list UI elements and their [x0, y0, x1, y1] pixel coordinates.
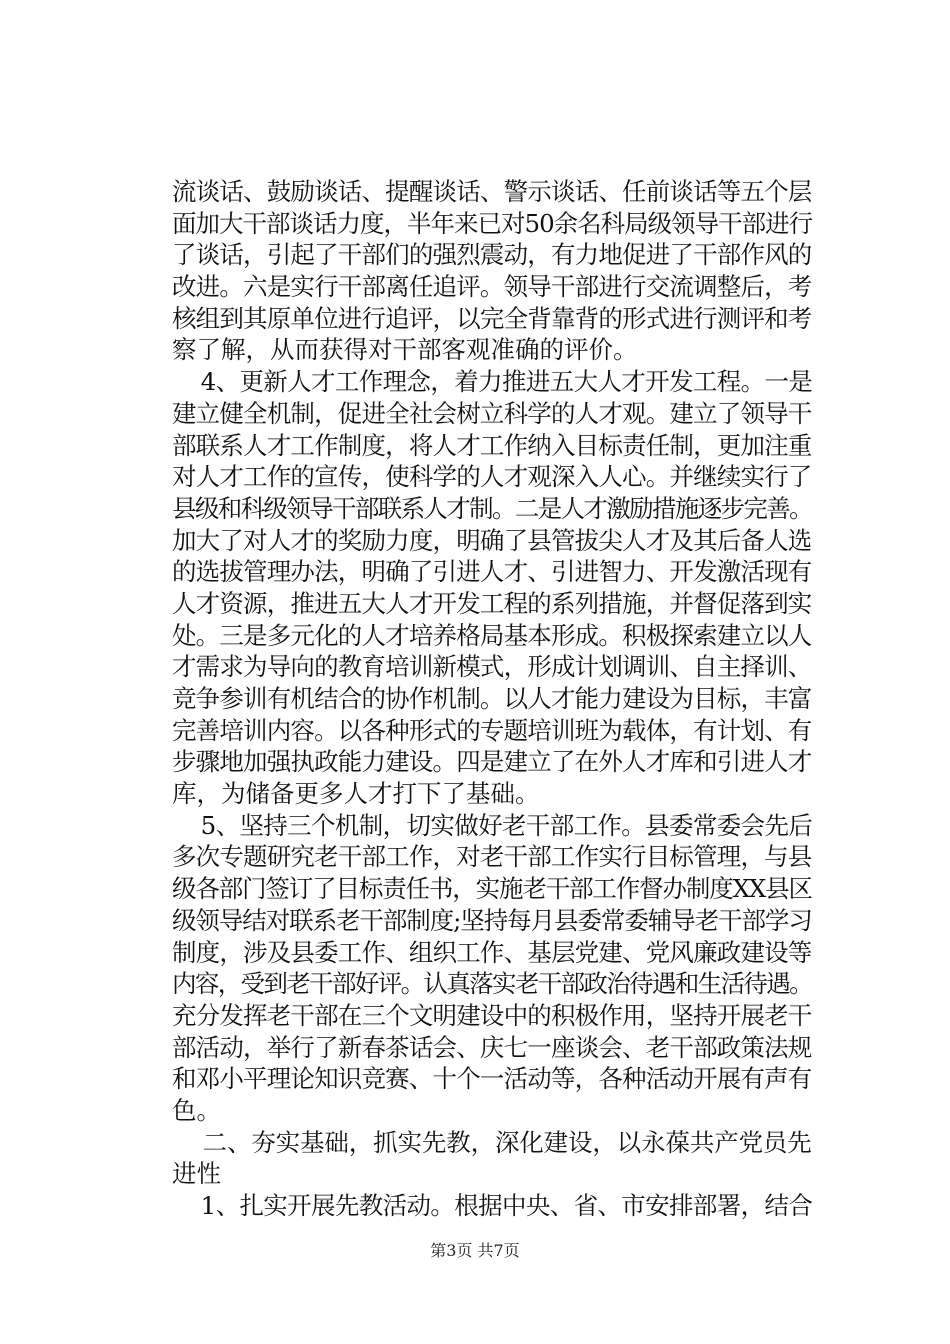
- text-line: 对人才工作的宣传，使科学的人才观深入人心。并继续实行了: [172, 462, 812, 492]
- text-line: 多次专题研究老干部工作，对老干部工作实行目标管理，与县: [172, 842, 812, 872]
- text-line: 县级和科级领导干部联系人才制。二是人才激励措施逐步完善。: [172, 493, 812, 523]
- text-line: 4、更新人才工作理念，着力推进五大人才开发工程。一是: [172, 367, 813, 397]
- text-line: 内容，受到老干部好评。认真落实老干部政治待遇和生活待遇。: [172, 969, 812, 999]
- text-line: 建立健全机制，促进全社会树立科学的人才观。建立了领导干: [172, 398, 812, 428]
- text-line: 才需求为导向的教育培训新模式，形成计划调训、自主择训、: [172, 652, 812, 682]
- text-line: 处。三是多元化的人才培养格局基本形成。积极探索建立以人: [172, 620, 812, 650]
- text-line: 5、坚持三个机制，切实做好老干部工作。县委常委会先后: [172, 810, 813, 840]
- text-line: 察了解，从而获得对干部客观准确的评价。: [172, 335, 638, 365]
- text-line: 部活动，举行了新春茶话会、庆七一座谈会、老干部政策法规: [172, 1032, 812, 1062]
- text-line: 1、扎实开展先教活动。根据中央、省、市安排部署，结合: [172, 1191, 813, 1220]
- text-line: 和邓小平理论知识竞赛、十个一活动等，各种活动开展有声有: [172, 1064, 812, 1094]
- text-line: 部联系人才工作制度，将人才工作纳入目标责任制，更加注重: [172, 430, 812, 460]
- text-line: 加大了对人才的奖励力度，明确了县管拔尖人才及其后备人选: [172, 525, 812, 555]
- text-line: 了谈话，引起了干部们的强烈震动，有力地促进了干部作风的: [172, 240, 812, 270]
- page-footer: 第3页 共7页: [430, 1241, 520, 1260]
- text-line: 面加大干部谈话力度，半年来已对50余名科局级领导干部进行: [172, 208, 813, 238]
- text-line: 人才资源，推进五大人才开发工程的系列措施，并督促落到实: [172, 588, 812, 618]
- text-line: 级各部门签订了目标责任书，实施老干部工作督办制度XX县区: [172, 874, 812, 904]
- text-line: 核组到其原单位进行追评，以完全背靠背的形式进行测评和考: [172, 303, 812, 333]
- text-line: 进性: [172, 1159, 221, 1189]
- text-line: 完善培训内容。以各种形式的专题培训班为载体，有计划、有: [172, 715, 812, 745]
- text-line: 充分发挥老干部在三个文明建设中的积极作用，坚持开展老干: [172, 1000, 812, 1030]
- text-line: 流谈话、鼓励谈话、提醒谈话、警示谈话、任前谈话等五个层: [172, 177, 812, 206]
- text-line: 库，为储备更多人才打下了基础。: [172, 779, 540, 809]
- text-line: 改进。六是实行干部离任追评。领导干部进行交流调整后，考: [172, 272, 812, 302]
- text-line: 二、夯实基础，抓实先教，深化建设，以永葆共产党员先: [172, 1127, 812, 1157]
- text-line: 步骤地加强执政能力建设。四是建立了在外人才库和引进人才: [172, 747, 812, 777]
- text-line: 的选拔管理办法，明确了引进人才、引进智力、开发激活现有: [172, 557, 812, 587]
- text-line: 制度，涉及县委工作、组织工作、基层党建、党风廉政建设等: [172, 937, 812, 967]
- body-text: [172, 176, 812, 1222]
- text-line: 级领导结对联系老干部制度;坚持每月县委常委辅导老干部学习: [172, 905, 812, 935]
- text-line: 色。: [172, 1095, 221, 1125]
- text-line: 竞争参训有机结合的协作机制。以人才能力建设为目标，丰富: [172, 684, 812, 713]
